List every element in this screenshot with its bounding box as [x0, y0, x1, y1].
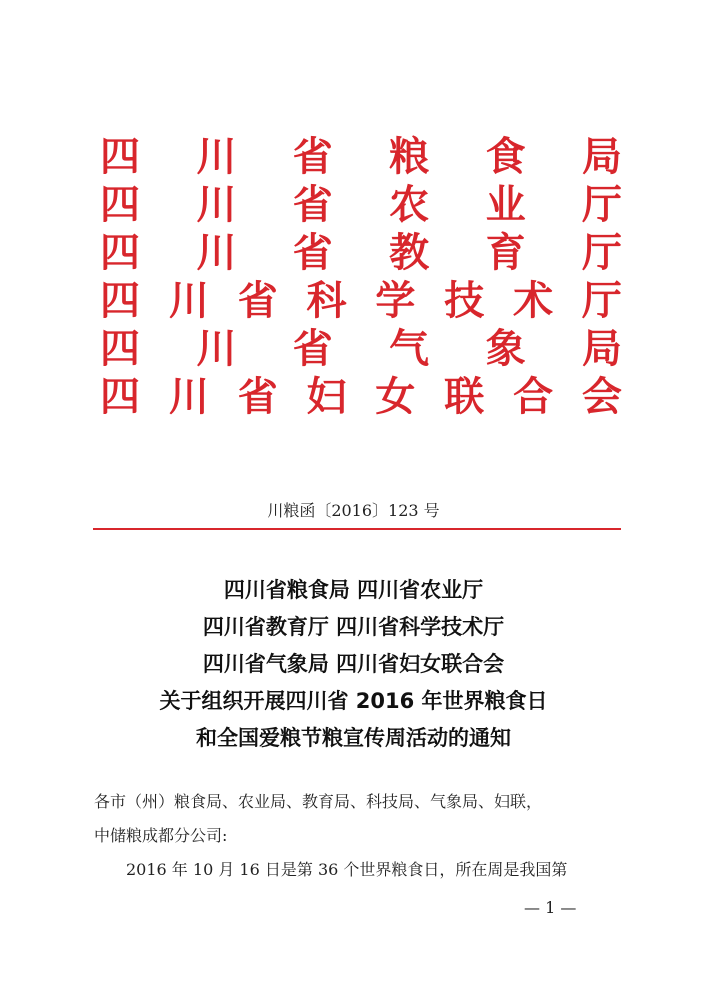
- title-line-2: 四川省教育厅 四川省科学技术厅: [202, 615, 505, 639]
- document-title: [0, 572, 707, 757]
- issuer-line-1: 四 川 省 粮 食 局: [100, 133, 622, 180]
- title-line-4: 关于组织开展四川省 2016 年世界粮食日: [159, 689, 548, 713]
- document-number: 川粮函〔2016〕123 号: [267, 501, 440, 520]
- title-line-1: 四川省粮食局 四川省农业厅: [223, 578, 484, 602]
- recipients-line-2: 中储粮成都分公司:: [94, 826, 228, 845]
- red-divider: [93, 528, 621, 530]
- recipients-line-1: 各市（州）粮食局、农业局、教育局、科技局、气象局、妇联，: [94, 792, 543, 811]
- page-number: — 1 —: [524, 898, 577, 917]
- title-line-5: 和全国爱粮节粮宣传周活动的通知: [196, 726, 511, 750]
- issuer-line-4: 四 川 省 科 学 技 术 厅: [100, 277, 622, 324]
- issuer-line-5: 四 川 省 气 象 局: [100, 325, 622, 372]
- paragraph-1-line-1: 2016 年 10 月 16 日是第 36 个世界粮食日，所在周是我国第: [126, 860, 568, 879]
- title-line-3: 四川省气象局 四川省妇女联合会: [202, 652, 505, 676]
- issuer-line-2: 四 川 省 农 业 厅: [100, 181, 622, 228]
- issuer-line-3: 四 川 省 教 育 厅: [100, 229, 622, 276]
- issuer-line-6: 四 川 省 妇 女 联 合 会: [100, 373, 622, 420]
